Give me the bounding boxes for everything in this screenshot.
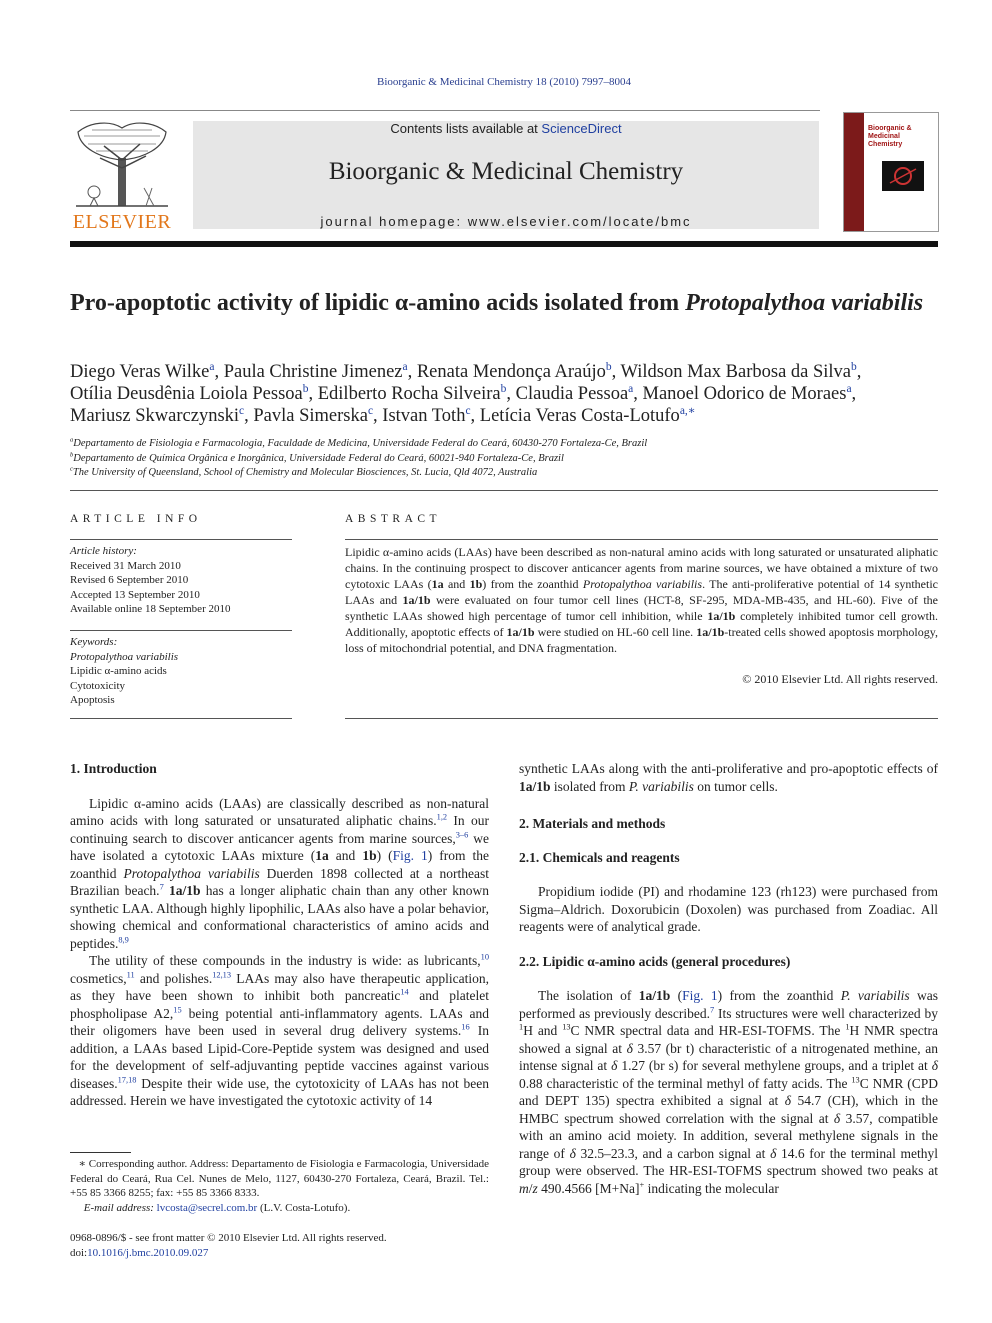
affiliation: $^c$The University of Queensland, School of Chemistry and Molecular Biosciences, St. Lucia, Qld 4072, Australia xyxy=(70,465,538,478)
article-info-heading: ARTICLE INFO xyxy=(70,513,202,525)
paragraph: The isolation of 1a/1b (Fig. 1) from the zoanthid P. variabilis was performed as previously described.$^7$ Its structures were well characterized by $^1$H and $^{13}$C NMR spectral data and HR-ESI-TOFMS. The $^1$H NMR spectra showed a signal at δ 3.57 (br t) characteristic of a nitrogenated methine, an intense signal at δ 1.27 (br s) for several methylene groups, and a triplet at δ 0.88 characteristic of the terminal methyl of fatty acids. The $^{13}$C NMR (CPD and DEPT 135) spectra exhibited a signal at δ 54.7 (CH), which in the HMBC spectrum showed correlation with the signal at δ 3.57, compatible with an amino acid moiety. In addition, several methylene signals in the range of δ 32.5–23.3, and a carbon signal at δ 14.6 for the terminal methyl group were observed. The HR-ESI-TOFMS spectrum showed two peaks at m/z 490.4566 [M+Na]+ indicating the molecular xyxy=(519,988,939,1196)
keyword: Cytotoxicity xyxy=(70,679,125,692)
paragraph: The utility of these compounds in the industry is wide: as lubricants,$^{10}$ cosmetics,$^{11}$ and polishes.$^{12,13}$ LAAs may also have therapeutic application, as they have been shown to inhibit both pancreatic$^{14}$ and platelet phospholipase A2,15 being potential anti-inflammatory agents. LAAs and their oligomers have been used in several drug delivery systems.$^{16}$ In addition, a LAAs based Lipid-Core-Peptide system was designed and used for the development of self-adjuvanting peptide vaccines against various diseases.$^{17,18}$ Despite their wide use, the cytotoxicity of LAAs has not been addressed. Herein we have investigated the cytotoxic activity of 14 xyxy=(70,952,489,1108)
affiliations xyxy=(70,437,940,481)
abstract-copyright: © 2010 Elsevier Ltd. All rights reserved. xyxy=(742,672,938,686)
issn-line: 0968-0896/$ - see front matter © 2010 Elsevier Ltd. All rights reserved. xyxy=(70,1232,387,1244)
keyword: Lipidic α-amino acids xyxy=(70,665,167,677)
keyword: Apoptosis xyxy=(70,694,115,706)
keywords-label: Keywords: xyxy=(70,636,118,648)
issn-footer xyxy=(70,1231,489,1260)
contents-prefix: Contents lists available at xyxy=(390,121,542,136)
author[interactable]: Pavla Simerska$^c$ xyxy=(253,404,374,426)
journal-citation[interactable]: Bioorganic & Medicinal Chemistry 18 (2010) 7997–8004 xyxy=(377,76,631,88)
history-item: Available online 18 September 2010 xyxy=(70,603,231,615)
abstract-body: Lipidic α-amino acids (LAAs) have been described as non-natural amino acids with long saturated or unsaturated aliphatic chains. In the continuing prospect to discover anticancer agents from marine sources, we have obtained a mixture of two cytotoxic LAAs (1a and 1b) from the zoanthid Protopalythoa variabilis. The anti-proliferative potential of 14 synthetic LAAs and 1a/1b were evaluated on four tumor cell lines (HCT-8, SF-295, MDA-MB-435, and HL-60). Five of the synthetic LAAs showed high percentage of tumor cell inhibition, while 1a/1b completely inhibited tumor cell growth. Additionally, apoptotic effects of 1a/1b were studied on HL-60 cell line. 1a/1b-treated cells showed apoptosis morphology, loss of mitochondrial potential, and DNA fragmentation. xyxy=(345,545,939,655)
affiliation: $^b$Departamento de Química Orgânica e Inorgânica, Universidade Federal do Ceará, 60021-940 Fortaleza-Ce, Brazil xyxy=(70,451,564,464)
history-item: Revised 6 September 2010 xyxy=(70,574,189,586)
author[interactable]: Paula Christine Jimenez$^a$ xyxy=(223,360,408,382)
email-link[interactable]: lvcosta@secrel.com.br xyxy=(156,1201,258,1214)
divider xyxy=(70,630,292,631)
author[interactable]: Otília Deusdênia Loiola Pessoa$^b$ xyxy=(70,382,309,404)
author[interactable]: Diego Veras Wilke$^a$ xyxy=(70,360,215,382)
divider xyxy=(70,718,292,719)
affiliation: $^a$Departamento de Fisiologia e Farmacologia, Faculdade de Medicina, Universidade Federal do Ceará, 60430-270 Fortaleza-Ce, Brazil xyxy=(70,436,648,449)
subsection-heading: 2.2. Lipidic α-amino acids (general procedures) xyxy=(519,953,791,969)
author[interactable]: Edilberto Rocha Silveira$^b$ xyxy=(317,382,507,404)
author[interactable]: Claudia Pessoa$^a$ xyxy=(515,382,634,404)
author-list: Diego Veras Wilke$^a$, Paula Christine Jimenez$^a$, Renata Mendonça Araújo$^b$, Wildson Max Barbosa da Silva$^b$, Otília Deusdênia Loiola Pessoa$^b$, Edilberto Rocha Silveira$^b$, Claudia Pessoa$^a$, Manoel Odorico de Moraes$^a$, Mariusz Skwarczynski$^c$, Pavla Simerska$^c$, Istvan Toth$^c$, Letícia Veras Costa-Lotufo$^{a,∗}$ xyxy=(70,360,862,426)
divider xyxy=(70,490,938,491)
elsevier-wordmark: ELSEVIER xyxy=(72,211,172,233)
history-label: Article history: xyxy=(70,545,137,557)
cover-image xyxy=(882,161,924,191)
author[interactable]: Wildson Max Barbosa da Silva$^b$ xyxy=(620,360,857,382)
keyword: Protopalythoa variabilis xyxy=(70,650,179,663)
section-heading: 2. Materials and methods xyxy=(519,816,666,831)
divider xyxy=(345,539,938,540)
section-heading: 1. Introduction xyxy=(70,761,157,776)
author[interactable]: Renata Mendonça Araújo$^b$ xyxy=(416,360,612,382)
body-column-left xyxy=(70,760,489,1110)
author[interactable]: Manoel Odorico de Moraes$^a$ xyxy=(642,382,852,404)
paragraph: Propidium iodide (PI) and rhodamine 123 (rh123) were purchased from Sigma–Aldrich. Doxorubicin (Doxolen) was purchased from Zoadiac. All reagents were of analytical grade. xyxy=(519,884,938,934)
header-rule xyxy=(70,241,938,247)
banner-rule xyxy=(70,110,820,111)
subsection-heading: 2.1. Chemicals and reagents xyxy=(519,849,680,865)
paragraph: synthetic LAAs along with the anti-proliferative and pro-apoptotic effects of 1a/1b isolated from P. variabilis on tumor cells. xyxy=(519,761,938,794)
doi-label: doi: xyxy=(70,1246,88,1259)
figure-link[interactable]: Fig. 1 xyxy=(682,988,718,1003)
title-species: Protopalythoa variabilis xyxy=(685,290,924,316)
paragraph: Lipidic α-amino acids (LAAs) are classically described as non-natural amino acids with long saturated or unsaturated aliphatic chains.$^{1,2}$ In our continuing search to discover anticancer agents from marine sources,$^{3-6}$ we have isolated a cytotoxic LAAs mixture (1a and 1b) (Fig. 1) from the zoanthid Protopalythoa variabilis Duerden 1898 collected at a northeast Brazilian beach.$^7$ 1a/1b has a longer aliphatic chain than any other known synthetic LAA. Although highly lipophilic, LAAs also have a polar behavior, showing chemical and conformational characteristics of amino acids and peptides.$^{8,9}$ xyxy=(70,795,490,951)
contents-line xyxy=(193,121,819,136)
footnote-rule xyxy=(70,1152,131,1153)
sciencedirect-link[interactable]: ScienceDirect xyxy=(541,121,622,136)
keywords xyxy=(70,635,292,708)
abstract-heading: ABSTRACT xyxy=(345,513,442,525)
journal-title: Bioorganic & Medicinal Chemistry xyxy=(328,158,684,185)
cover-title: Bioorganic & Medicinal Chemistry xyxy=(868,125,912,148)
figure-link[interactable]: Fig. 1 xyxy=(392,848,428,863)
article-history xyxy=(70,544,292,617)
author[interactable]: Letícia Veras Costa-Lotufo$^{a,∗}$ xyxy=(479,404,696,426)
history-item: Received 31 March 2010 xyxy=(70,559,181,572)
journal-cover-thumbnail[interactable] xyxy=(843,112,939,232)
corresponding-author-footnote: ∗ Corresponding author. Address: Departamento de Fisiologia e Farmacologia, Universidade Federal do Ceará, Rua Cel. Nunes de Melo, 1127, 60430-270 Fortaleza, Ceará, Brazil. Tel.: +55 85 3366 8255; fax: +55 85 3366 8333. E-mail address: lvcosta@secrel.com.br (L.V. Costa-Lotufo). xyxy=(70,1158,489,1214)
history-item: Accepted 13 September 2010 xyxy=(70,588,200,601)
title-text: Pro-apoptotic activity of lipidic α-amino acids isolated from xyxy=(70,290,686,316)
cover-band xyxy=(844,113,864,231)
divider xyxy=(70,539,292,540)
body-column-right xyxy=(519,760,938,1197)
article-title xyxy=(70,289,938,318)
author[interactable]: Mariusz Skwarczynski$^c$ xyxy=(70,404,245,426)
divider xyxy=(345,718,938,719)
journal-homepage-link[interactable]: journal homepage: www.elsevier.com/locate/bmc xyxy=(320,214,692,229)
author[interactable]: Istvan Toth$^c$ xyxy=(382,404,471,426)
doi-link[interactable]: 10.1016/j.bmc.2010.09.027 xyxy=(87,1246,209,1259)
